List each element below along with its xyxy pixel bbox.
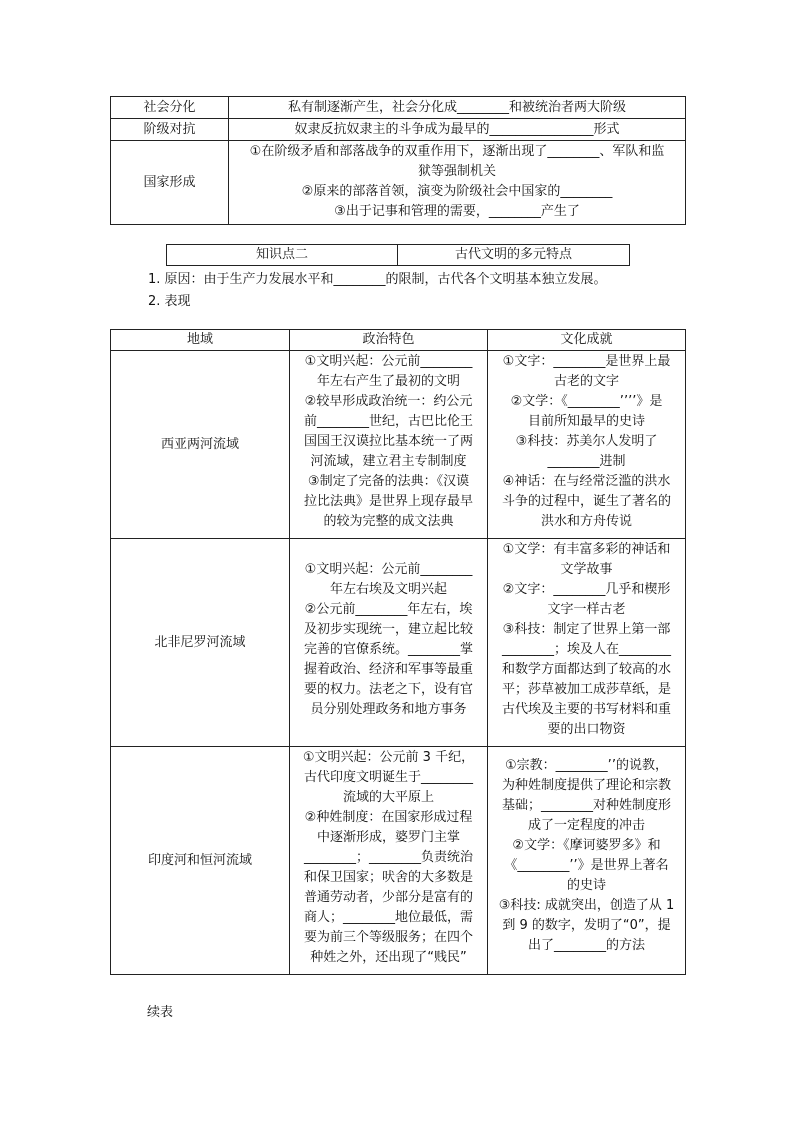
column-header: 政治特色 (290, 330, 488, 351)
column-header: 地域 (111, 330, 290, 351)
content-line: ①在阶级矛盾和部落战争的双重作用下，逐渐出现了________、军队和监 (249, 144, 665, 159)
text-line: 古代埃及主要的书写材料和重 (501, 702, 671, 717)
text-line: 基础；________对种姓制度形 (501, 798, 671, 813)
text-line: 流域的大平原上 (342, 790, 434, 805)
text-line: 要的权力。法老之下，设有官 (303, 682, 473, 697)
text-line: 国国王汉谟拉比基本统一了两 (303, 434, 473, 449)
region-cell: 印度河和恒河流域 (111, 747, 290, 975)
text-line: ②文字：________几乎和楔形 (502, 582, 671, 597)
text-line: ②文学：《摩诃婆罗多》和 (512, 838, 661, 853)
text-line: 的较为完整的成文法典 (323, 514, 454, 529)
text-line: 拉比法典》是世界上现存最早 (303, 494, 473, 509)
text-line: ②文学：《________’’’’》是 (510, 394, 663, 409)
row-label: 国家形成 (111, 141, 229, 225)
text-line: 文字一样古老 (547, 602, 626, 617)
text-line: ①文明兴起：公元前 3 千纪， (302, 750, 475, 765)
knowledge-point-title: 古代文明的多元特点 (398, 245, 630, 266)
text-line: 古老的文字 (553, 374, 619, 389)
text-line: ________；埃及人在________ (501, 642, 671, 657)
text-line: ①文明兴起：公元前________ (304, 354, 473, 369)
table-row (111, 119, 686, 141)
text-line: ③制定了完备的法典：《汉谟 (307, 474, 470, 489)
content-line: ③出于记事和管理的需要，________产生了 (334, 204, 580, 219)
text-line: ②较早形成政治统一：约公元 (304, 394, 473, 409)
table-row (111, 141, 686, 225)
item-manifestation: 2. 表现 (148, 294, 191, 309)
region-cell: 北非尼罗河流域 (111, 539, 290, 747)
table-row (111, 747, 686, 975)
text-line: 古代印度文明诞生于________ (303, 770, 473, 785)
text-line: 种姓之外，还出现了“贱民” (310, 950, 467, 965)
text-line: ③科技：苏美尔人发明了 (515, 434, 658, 449)
knowledge-point-header (166, 244, 630, 266)
text-line: ________进制 (547, 454, 626, 469)
table-row (111, 539, 686, 747)
text-line: ③科技: 成就突出，创造了从 1 (498, 898, 675, 913)
text-line: 平；莎草被加工成莎草纸，是 (501, 682, 671, 697)
text-line: ②种姓制度：在国家形成过程 (304, 810, 473, 825)
text-line: ①宗教：________’’的说教， (505, 758, 668, 773)
civilization-table (110, 329, 686, 975)
text-line: 河流域，建立君主专制制度 (310, 454, 467, 469)
politics-cell (290, 351, 488, 539)
text-line (494, 748, 679, 756)
politics-cell (290, 539, 488, 747)
text-line: ④神话：在与经常泛滥的洪水 (502, 474, 671, 489)
culture-cell (488, 351, 686, 539)
text-line: 和数学方面都达到了较高的水 (501, 662, 671, 677)
text-line: 员分别处理政务和地方事务 (310, 702, 467, 717)
text-line: 《________’’》是世界上著名 (504, 858, 669, 873)
text-line: 成了一定程度的冲击 (527, 818, 645, 833)
table-header-row (111, 330, 686, 351)
column-header: 文化成就 (488, 330, 686, 351)
item-reason: 1. 原因：由于生产力发展水平和________的限制，古代各个文明基本独立发展。 (148, 272, 607, 287)
text-line: 到 9 的数字，发明了“0”，提 (502, 918, 671, 933)
politics-cell (290, 747, 488, 975)
text-line: ②公元前________年左右，埃 (304, 602, 473, 617)
text-line (296, 540, 481, 560)
text-line: 普通劳动者，少部分是富有的 (303, 890, 473, 905)
text-line: 要的出口物资 (547, 722, 626, 737)
table-row (111, 97, 686, 119)
text-line: 的史诗 (566, 878, 606, 893)
text-line: 中逐渐形成，婆罗门主掌 (316, 830, 460, 845)
text-line: 及初步实现统一，建立起比较 (303, 622, 473, 637)
row-content (229, 141, 686, 225)
row-label: 阶级对抗 (111, 119, 229, 141)
text-line: ①文学：有丰富多彩的神话和 (502, 542, 671, 557)
text-line: 握着政治、经济和军事等最重 (303, 662, 473, 677)
text-line: 洪水和方舟传说 (540, 514, 632, 529)
text-line: 前________世纪，古巴比伦王 (303, 414, 473, 429)
text-line: 出了________的方法 (527, 938, 645, 953)
row-content: 奴隶反抗奴隶主的斗争成为最早的________________形式 (229, 119, 686, 141)
text-line: ①文明兴起：公元前________ (304, 562, 473, 577)
text-line: 年左右产生了最初的文明 (316, 374, 460, 389)
text-line: 为种姓制度提供了理论和宗教 (501, 778, 671, 793)
knowledge-point-label: 知识点二 (167, 245, 398, 266)
text-line: 文学故事 (560, 562, 613, 577)
text-line: 年左右埃及文明兴起 (329, 582, 447, 597)
row-content: 私有制逐渐产生，社会分化成________和被统治者两大阶级 (229, 97, 686, 119)
culture-cell (488, 747, 686, 975)
continued-label: 续表 (147, 1005, 174, 1020)
table-row (111, 351, 686, 539)
text-line: 和保卫国家；吠舍的大多数是 (303, 870, 473, 885)
text-line: 斗争的过程中，诞生了著名的 (501, 494, 671, 509)
region-cell: 西亚两河流域 (111, 351, 290, 539)
text-line: 完善的官僚系统。________掌 (303, 642, 473, 657)
text-line: 目前所知最早的史诗 (527, 414, 645, 429)
content-line: 狱等强制机关 (417, 164, 496, 179)
row-label: 社会分化 (111, 97, 229, 119)
text-line: 商人；________地位最低，需 (303, 910, 473, 925)
text-line: 要为前三个等级服务；在四个 (303, 930, 473, 945)
content-line: ②原来的部落首领，演变为阶级社会中国家的________ (301, 184, 613, 199)
text-line: ________；________负责统治 (303, 850, 473, 865)
culture-cell (488, 539, 686, 747)
social-class-table (110, 96, 686, 225)
text-line: ①文字：________是世界上最 (502, 354, 671, 369)
text-line: ③科技：制定了世界上第一部 (502, 622, 671, 637)
